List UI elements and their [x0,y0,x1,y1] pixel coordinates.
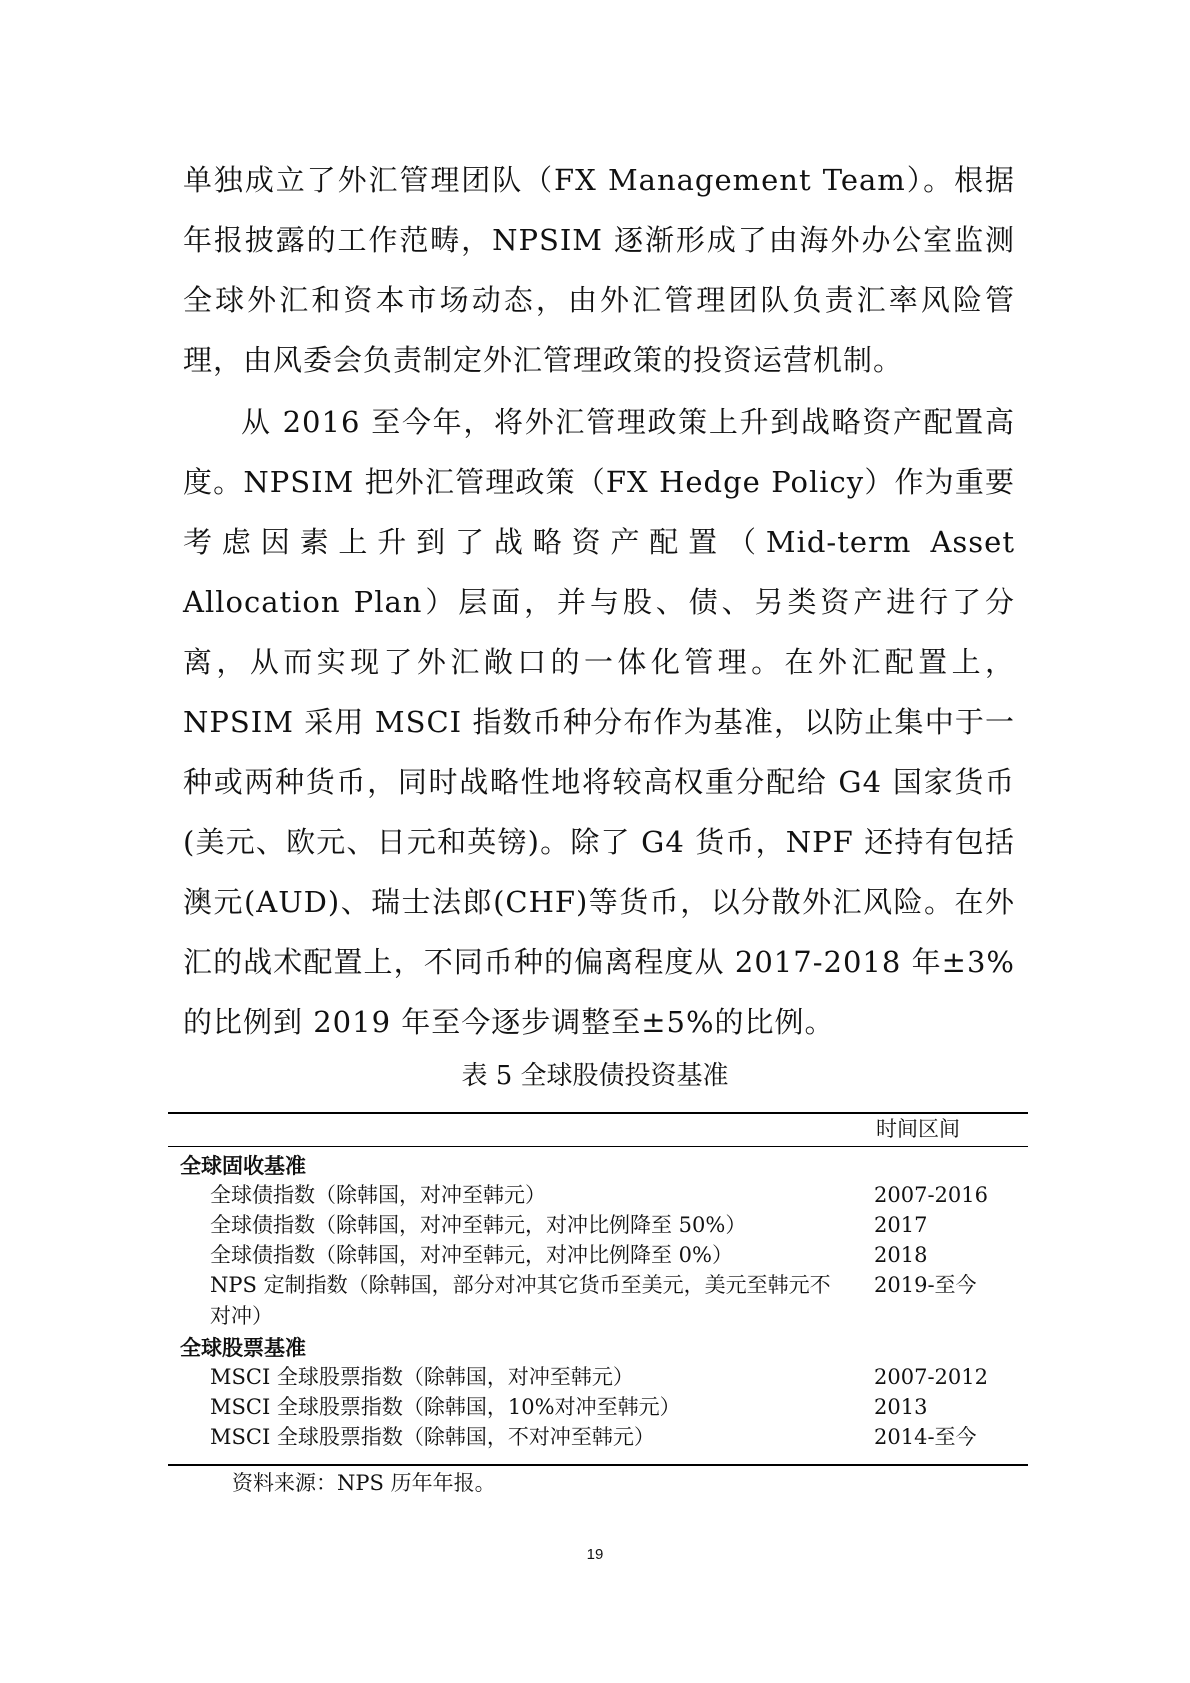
table-row-name: 全球债指数（除韩国，对冲至韩元，对冲比例降至 0%） [210,1243,733,1267]
group-label-equity: 全球股票基准 [180,1335,306,1360]
table-row-period: 2007-2012 [874,1365,988,1389]
table-bottom-rule [168,1464,1028,1466]
table-row-name: MSCI 全球股票指数（除韩国，不对冲至韩元） [210,1425,655,1449]
table-row-name: MSCI 全球股票指数（除韩国，对冲至韩元） [210,1365,634,1389]
body-paragraph-1: 单独成立了外汇管理团队（FX Management Team）。根据年报披露的工作范畴，NPSIM 逐渐形成了由海外办公室监测全球外汇和资本市场动态，由外汇管理团队负责汇率风险管理，由风委会负责制定外汇管理政策的投资运营机制。 [183,163,1015,377]
table-source-note: 资料来源：NPS 历年年报。 [232,1471,496,1495]
table-row-period: 2014-至今 [874,1425,977,1449]
table-row-period: 2013 [874,1395,928,1419]
table-header-rule [168,1146,1028,1147]
table-row-period: 2017 [874,1213,928,1237]
table-row-period: 2007-2016 [874,1183,988,1207]
body-paragraph-2: 从 2016 至今年，将外汇管理政策上升到战略资产配置高度。NPSIM 把外汇管理政策（FX Hedge Policy）作为重要考虑因素上升到了战略资产配置（Mid-term Asset Allocation Plan）层面，并与股、债、另类资产进行了分离，从而实现了外汇敞口的一体化管理。在外汇配置上，NPSIM 采用 MSCI 指数币种分布作为基准，以防止集中于一种或两种货币，同时战略性地将较高权重分配给 G4 国家货币(美元、欧元、日元和英镑)。除了 G4 货币，NPF 还持有包括澳元(AUD)、瑞士法郎(CHF)等货币，以分散外汇风险。在外汇的战术配置上，不同币种的偏离程度从 2017-2018 年±3%的比例到 2019 年至今逐步调整至±5%的比例。 [183,405,1015,1039]
table-row-name: 全球债指数（除韩国，对冲至韩元，对冲比例降至 50%） [210,1213,747,1237]
table-caption: 表 5 全球股债投资基准 [461,1061,729,1091]
column-header-period: 时间区间 [876,1117,960,1141]
page-number: 19 [586,1546,604,1563]
table-row-period: 2019-至今 [874,1273,977,1297]
table-row-name: NPS 定制指数（除韩国，部分对冲其它货币至美元，美元至韩元不对冲） [210,1273,831,1328]
table-row-name: 全球债指数（除韩国，对冲至韩元） [210,1183,546,1207]
table-row-period: 2018 [874,1243,928,1267]
table-row-name: MSCI 全球股票指数（除韩国，10%对冲至韩元） [210,1395,681,1419]
group-label-fixed-income: 全球固收基准 [180,1153,306,1178]
